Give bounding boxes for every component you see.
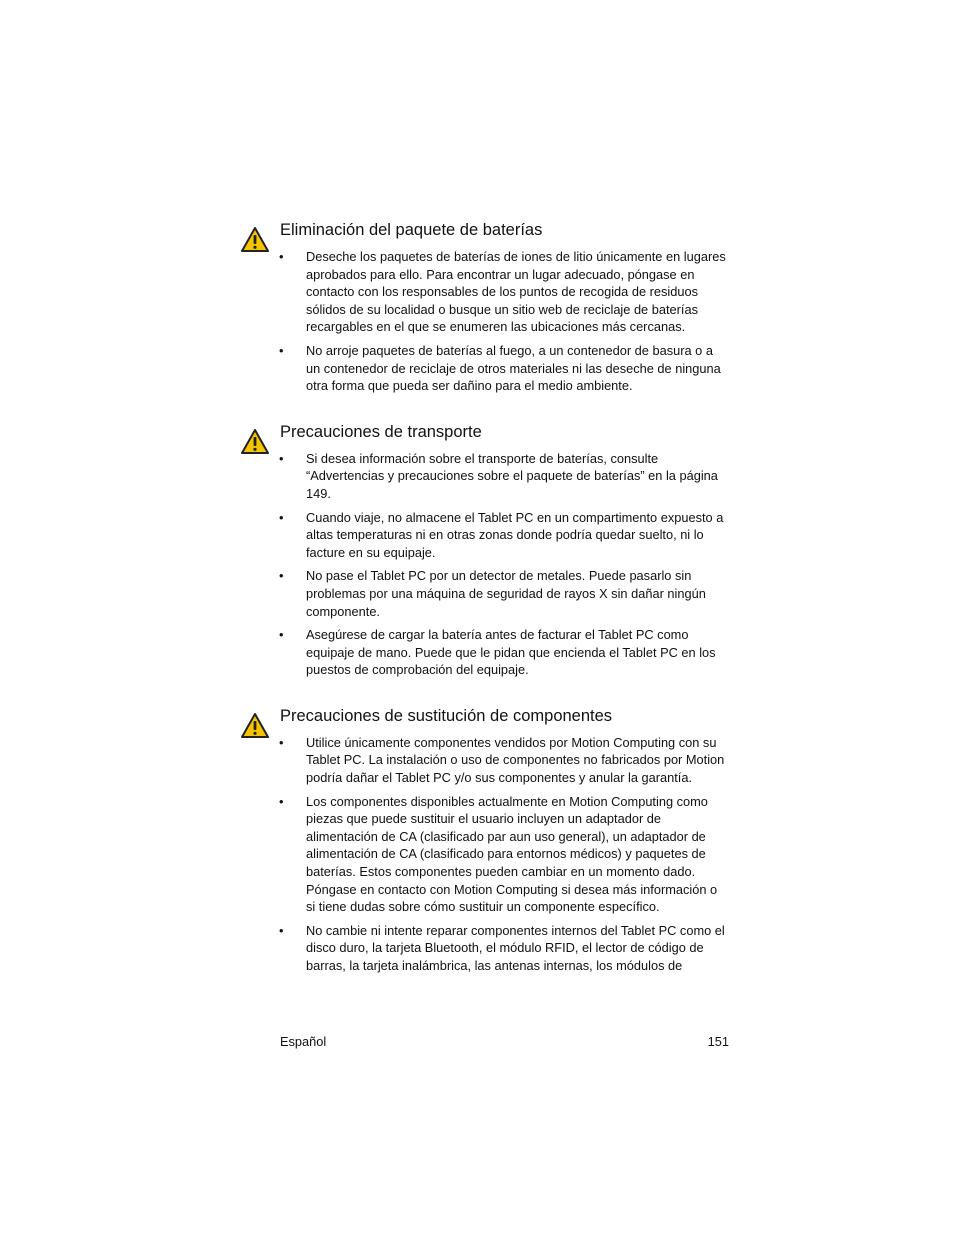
list-item: • Los componentes disponibles actualmente en Motion Computing como piezas que puede sustituir el usuario incluyen un adaptador de alimentación de CA (clasificado par aun uso general), un adaptador de alimentación de CA (clasificado para entornos médicos) y paquetes de baterías. Estos componentes pueden cambiar en un momento dado. Póngase en contacto con Motion Computing si desea más información o si tiene dudas sobre cómo sustituir un componente específico. (240, 793, 730, 916)
section-title: Eliminación del paquete de baterías (280, 221, 543, 239)
page-number: 151 (707, 1034, 729, 1049)
list-item: • No pase el Tablet PC por un detector de metales. Puede pasarlo sin problemas por una máquina de seguridad de rayos X sin dañar ningún componente. (240, 567, 730, 620)
section-transport-precautions (240, 420, 730, 679)
section-title: Precauciones de transporte (280, 422, 482, 441)
list-item: • Deseche los paquetes de baterías de iones de litio únicamente en lugares aprobados para ello. Para encontrar un lugar adecuado, póngase en contacto con los responsables de los puntos de recogida de residuos sólidos de su localidad o busque un sitio web de reciclaje de baterías recargables en el que se enumeren las ubicaciones más cercanas. (240, 248, 730, 336)
section-header (240, 420, 730, 446)
list-item: • Si desea información sobre el transporte de baterías, consulte “Advertencias y precauciones sobre el paquete de baterías” en la página 149. (240, 450, 730, 503)
section-battery-disposal (240, 218, 730, 395)
list-item: • No cambie ni intente reparar componentes internos del Tablet PC como el disco duro, la tarjeta Bluetooth, el módulo RFID, el lector de código de barras, la tarjeta inalámbrica, las antenas internas, los módulos de (240, 922, 730, 975)
section-header (240, 704, 730, 730)
document-body (240, 218, 730, 975)
list-item: • Asegúrese de cargar la batería antes de facturar el Tablet PC como equipaje de mano. Puede que le pidan que encienda el Tablet PC en los puestos de comprobación del equipaje. (240, 626, 730, 679)
bullet-list (240, 450, 730, 679)
section-component-replacement (240, 704, 730, 975)
section-header (240, 218, 730, 244)
bullet-list (240, 248, 730, 395)
list-item: • No arroje paquetes de baterías al fuego, a un contenedor de basura o a un contenedor de reciclaje de otros materiales ni las deseche de ninguna otra forma que pueda ser dañino para el medio ambiente. (240, 342, 730, 395)
list-item: • Cuando viaje, no almacene el Tablet PC en un compartimento expuesto a altas temperaturas ni en otras zonas donde podría quedar suelto, ni lo facture en su equipaje. (240, 509, 730, 562)
list-item: • Utilice únicamente componentes vendidos por Motion Computing con su Tablet PC. La instalación o uso de componentes no fabricados por Motion podría dañar el Tablet PC y/o sus componentes y anular la garantía. (240, 734, 730, 787)
section-title: Precauciones de sustitución de componentes (280, 706, 613, 725)
footer-language: Español (280, 1034, 327, 1049)
bullet-list (240, 734, 730, 975)
